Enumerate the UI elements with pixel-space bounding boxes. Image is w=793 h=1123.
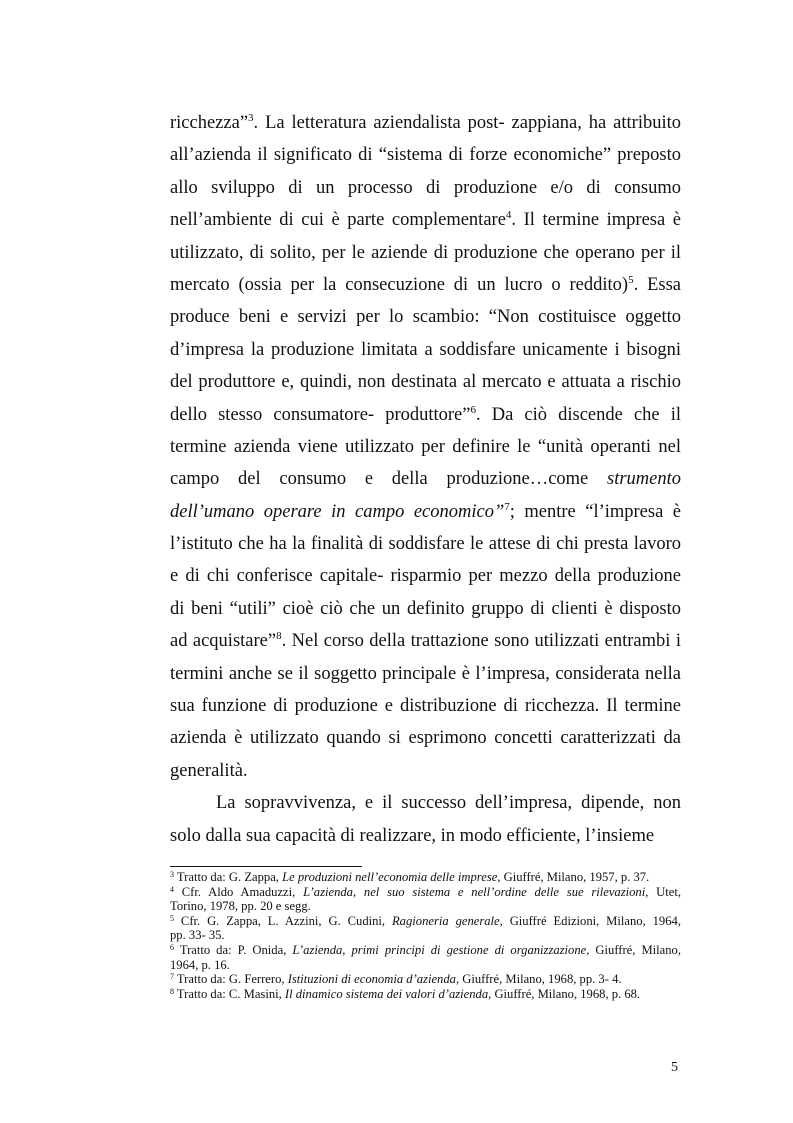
text-line xyxy=(170,366,681,398)
text-run: Giuffré Edizioni, Milano, 1964, xyxy=(502,913,681,928)
text-line xyxy=(170,463,681,495)
text-run: Utet, xyxy=(648,884,681,899)
footnote-ref: 3 xyxy=(248,112,254,124)
footnote-line xyxy=(170,928,681,943)
text-line xyxy=(170,269,681,301)
italic-text: strumento xyxy=(607,469,681,490)
text-run: Tratto da: P. Onida, xyxy=(174,942,293,957)
text-run: . Il termine impresa è xyxy=(511,210,682,231)
text-run: generalità. xyxy=(170,760,248,781)
text-run: produce beni e servizi per lo scambio: “Non costituisce oggetto xyxy=(170,307,681,328)
footnote-ref: 7 xyxy=(170,972,174,982)
footnote-line xyxy=(170,914,681,929)
text-line xyxy=(170,722,681,754)
footnote-ref: 6 xyxy=(170,942,174,952)
footnote-ref: 7 xyxy=(504,500,510,513)
italic-text: L’azienda, primi principi di gestione di organizzazione, xyxy=(292,942,590,957)
text-run: e di chi conferisce capitale- risparmio per mezzo della produzione xyxy=(170,566,681,587)
text-line xyxy=(170,755,681,787)
text-run: l’istituto che ha la finalità di soddisfare le attese di chi presta lavoro xyxy=(170,534,681,555)
text-line xyxy=(170,593,681,625)
italic-text: Ragioneria generale, xyxy=(391,913,503,928)
text-line xyxy=(170,820,681,852)
footnote xyxy=(170,987,681,1002)
footnote-ref: 5 xyxy=(628,273,634,286)
footnote-ref: 5 xyxy=(170,913,174,923)
text-run: , Giuffré, Milano, 1957, p. 37. xyxy=(497,870,650,884)
text-line xyxy=(170,690,681,722)
italic-text: Istituzioni di economia d’azienda, xyxy=(287,972,460,987)
footnote-separator xyxy=(170,866,362,867)
text-run: Giuffré, Milano, 1968, p. 68. xyxy=(491,986,641,1001)
text-line xyxy=(170,107,681,139)
text-run: solo dalla sua capacità di realizzare, in modo efficiente, l’insieme xyxy=(170,825,655,846)
text-run: . Da ciò discende che il xyxy=(475,404,681,425)
text-line xyxy=(170,528,681,560)
text-line xyxy=(170,625,681,657)
text-run: di beni “utili” cioè ciò che un definito gruppo di clienti è disposto xyxy=(170,598,681,619)
text-run: dello stesso consumatore- produttore” xyxy=(170,404,471,425)
text-run: 1964, p. 16. xyxy=(170,957,230,972)
text-run: pp. 33- 35. xyxy=(170,928,225,943)
footnote-line xyxy=(170,958,681,973)
text-run: d’impresa la produzione limitata a soddisfare unicamente i bisogni xyxy=(170,339,681,360)
text-run: sua funzione di produzione e distribuzione di ricchezza. Il termine xyxy=(170,696,681,717)
text-line xyxy=(170,787,681,819)
text-run: campo del consumo e della produzione…come xyxy=(170,469,607,490)
footnote xyxy=(170,972,681,987)
text-run: Tratto da: C. Masini, xyxy=(174,986,285,1001)
text-line xyxy=(170,560,681,592)
page-number: 5 xyxy=(671,1060,678,1075)
italic-text: Il dinamico sistema dei valori d’azienda, xyxy=(284,986,492,1001)
text-line xyxy=(170,204,681,236)
text-run: all’azienda il significato di “sistema di forze economiche” preposto xyxy=(170,145,681,166)
footnote-ref: 8 xyxy=(170,986,174,996)
text-run: Torino, 1978, pp. 20 e segg. xyxy=(170,899,311,914)
text-run: ad acquistare” xyxy=(170,631,277,652)
text-run: Giuffré, Milano, 1968, pp. 3- 4. xyxy=(459,972,622,987)
text-run: Tratto da: G. Ferrero, xyxy=(174,972,288,987)
text-run: . Essa xyxy=(633,274,681,295)
text-run: nell’ambiente di cui è parte complementare xyxy=(170,210,506,231)
footnote-ref: 4 xyxy=(505,209,512,222)
footnote-line xyxy=(170,943,681,958)
italic-text: dell’umano operare in campo economico” xyxy=(170,501,505,522)
footnote-ref: 4 xyxy=(170,884,174,894)
italic-text: L’azienda, nel suo sistema e nell’ordine delle sue rilevazioni, xyxy=(303,884,649,899)
footnote-line xyxy=(170,972,681,987)
footnote-ref: 6 xyxy=(470,403,476,416)
text-run: azienda è utilizzato quando si esprimono concetti caratterizzati da xyxy=(170,728,681,749)
text-run: termini anche se il soggetto principale è l’impresa, considerata nella xyxy=(170,663,681,684)
text-line xyxy=(170,237,681,269)
text-run: termine azienda viene utilizzato per definire le “unità operanti nel xyxy=(170,436,681,457)
text-run: La sopravvivenza, e il successo dell’impresa, dipende, non xyxy=(216,793,681,814)
text-run: Cfr. Aldo Amaduzzi, xyxy=(174,884,304,899)
text-line xyxy=(170,139,681,171)
text-run: utilizzato, di solito, per le aziende di produzione che operano per il xyxy=(170,242,681,263)
italic-text: Le produzioni nell’economia delle imprese xyxy=(282,870,498,884)
text-line xyxy=(170,301,681,333)
footnote xyxy=(170,914,681,943)
text-run: mercato (ossia per la consecuzione di un lucro o reddito) xyxy=(170,274,629,295)
text-run: . Nel corso della trattazione sono utilizzati entrambi i xyxy=(281,631,681,652)
text-line xyxy=(170,172,681,204)
text-line xyxy=(170,658,681,690)
footnote xyxy=(170,885,681,914)
text-run: Tratto da: G. Zappa, xyxy=(174,870,283,884)
text-run: . La letteratura aziendalista post- zappiana, ha attribuito xyxy=(253,113,681,133)
text-run: Giuffré, Milano, xyxy=(589,942,681,957)
text-run: ; mentre “l’impresa è xyxy=(509,501,682,522)
text-run: allo sviluppo di un processo di produzione e/o di consumo xyxy=(170,177,681,198)
text-line xyxy=(170,431,681,463)
footnote xyxy=(170,870,681,885)
text-run: Cfr. G. Zappa, L. Azzini, G. Cudini, xyxy=(174,913,392,928)
footnote-line xyxy=(170,885,681,900)
footnote-line xyxy=(170,870,681,885)
footnote-ref: 3 xyxy=(170,870,174,879)
footnote-line xyxy=(170,987,681,1002)
text-run: ricchezza” xyxy=(170,113,249,133)
text-line xyxy=(170,496,681,528)
footnotes xyxy=(170,870,681,1001)
footnote-ref: 8 xyxy=(276,630,282,643)
footnote xyxy=(170,943,681,972)
text-line xyxy=(170,399,681,431)
text-run: del produttore e, quindi, non destinata al mercato e attuata a rischio xyxy=(170,372,681,393)
body-text xyxy=(170,107,681,852)
text-line xyxy=(170,334,681,366)
footnote-line xyxy=(170,899,681,914)
